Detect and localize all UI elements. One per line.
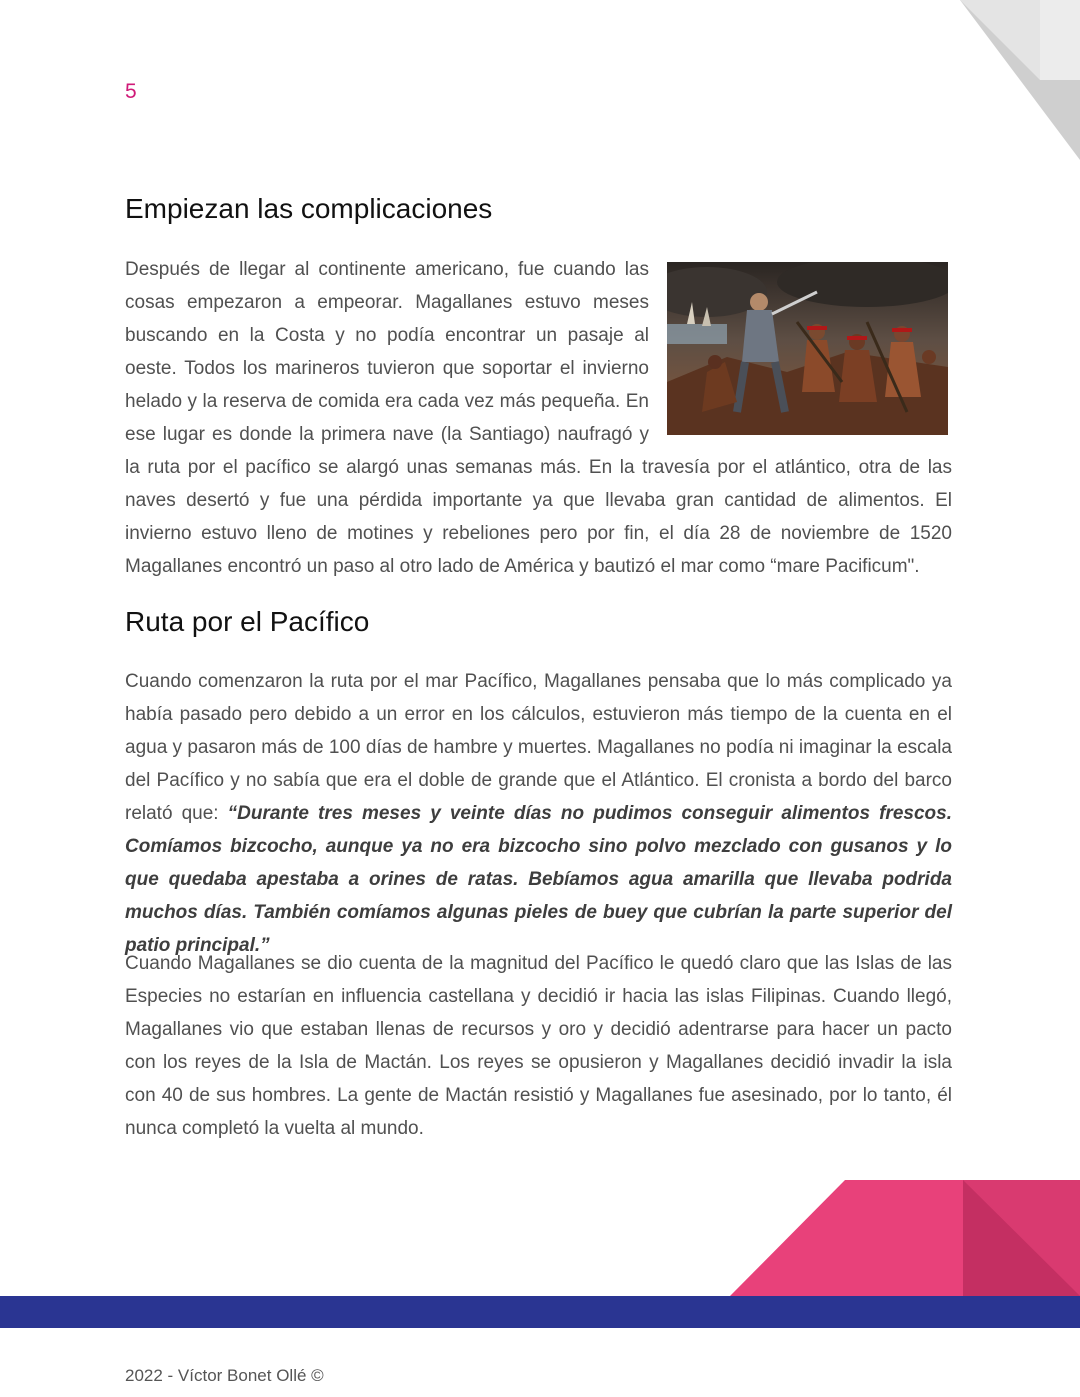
paragraph-filipinas: Cuando Magallanes se dio cuenta de la magnitud del Pacífico le quedó claro que las Islas de las Especies no estarían en influencia castellana y decidió ir hacia las islas Filipinas. Cuando llegó, Magallanes vio que estaban llenas de recursos y oro y decidió adentrarse para hacer un pacto con los reyes de la Isla de Mactán. Los reyes se opusieron y Magallanes decidió invadir la isla con 40 de sus hombres. La gente de Mactán resistió y Magallanes fue asesinado, por lo tanto, él nunca completó la vuelta al mundo. bbox=[125, 953, 952, 1139]
paragraph-pacifico bbox=[125, 665, 952, 962]
page-number: 5 bbox=[125, 80, 137, 103]
paragraph-pacifico-intro: Cuando comenzaron la ruta por el mar Pacífico, Magallanes pensaba que lo más complicado ya había pasado pero debido a un error en los cálculos, estuvieron más tiempo de la cuenta en el agua y pasaron más de 100 días de hambre y muertes. Magallanes no podía ni imaginar la escala del Pacífico y no sabía que era el doble de grande que el Atlántico. El cronista a bordo del barco relató que: bbox=[125, 671, 952, 824]
chronicler-quote: “Durante tres meses y veinte días no pudimos conseguir alimentos frescos. Comíamos bizcocho, aunque ya no era bizcocho sino polvo mezclado con gusanos y lo que quedaba apestaba a orines de ratas. Bebíamos agua amarilla que llevaba podrida muchos días. También comíamos algunas pieles de buey que cubrían la parte superior del patio principal.” bbox=[125, 803, 952, 956]
corner-decoration bbox=[910, 0, 1080, 160]
paragraph-complicaciones bbox=[125, 253, 952, 583]
paragraph-complicaciones-text: Después de llegar al continente americano, fue cuando las cosas empezaron a empeorar. Magallanes estuvo meses buscando en la Costa y no podía encontrar un pasaje al oeste. Todos los marineros tuvieron que soportar el invierno helado y la reserva de comida era cada vez más pequeña. En ese lugar es donde la primera nave (la Santiago) naufragó y la ruta por el pacífico se alargó unas semanas más. En la travesía por el atlántico, otra de las naves desertó y fue una pérdida importante ya que llevaba gran cantidad de alimentos. El invierno estuvo lleno de motines y rebeliones pero por fin, el día 28 de noviembre de 1520 Magallanes encontró un paso al otro lado de América y bautizó el mar como “mare Pacificum". bbox=[125, 259, 952, 577]
bottom-decoration bbox=[0, 1178, 1080, 1328]
battle-illustration bbox=[667, 262, 948, 435]
footer-copyright: 2022 - Víctor Bonet Ollé © bbox=[125, 1366, 324, 1385]
section-heading-pacifico: Ruta por el Pacífico bbox=[125, 606, 370, 637]
section-heading-complicaciones: Empiezan las complicaciones bbox=[125, 193, 493, 224]
